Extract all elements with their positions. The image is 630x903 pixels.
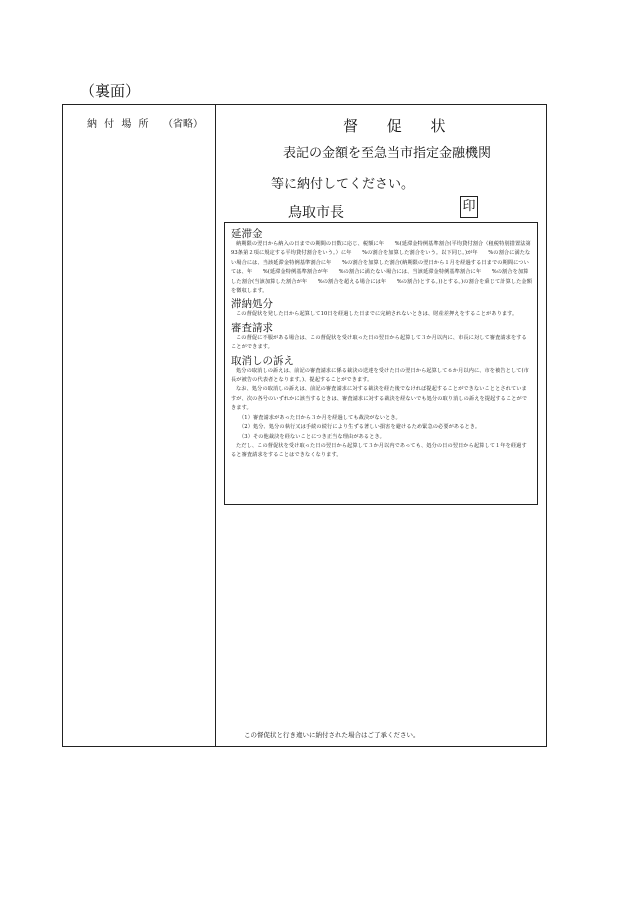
list-item: （1）審査請求があった日から３か月を経過しても裁決がないとき。 — [239, 414, 401, 421]
section-heading-late-fee: 延滞金 — [231, 228, 263, 240]
section-heading-review: 審査請求 — [231, 321, 273, 334]
section-text-revocation-3: ただし、この督促状を受け取った日の翌日から起算して３か月以内であっても、処分の日の翌日から起算して１年を経過すると審査請求をすることはできなくなります。 — [231, 442, 527, 459]
section-text-late-fee: 納期限の翌日から納入の日までの期間の日数に応じ、税額に年 %(延滞金特例基準割合(平均貸付割合（租税特別措置法第93条第２項に規定する平均貸付割合をいう。）に年 %の割合を加算した割合をいう。以下同じ。)が年 %の割合に満たない場合には、当該延滞金特例基準割合に年 %の割合を加算した割合(納期限の翌日から１月を経過する日までの期間については、年 %(延滞金特例基準割合が年 %の割合に満たない場合には、当該延滞金特例基準割合に年 %の割合を加算した割合(当該加算した割合が年 %の割合を超える場合には年 %の割合)とする。))とする。)の割合を乗じて計算した金額を徴収します。 — [231, 241, 533, 295]
footer-note: この督促状と行き違いに納付された場合はご了承ください。 — [244, 731, 420, 739]
instruction-line-1: 表記の金額を至急当市指定金融機関 — [283, 146, 492, 161]
seal-stamp: 印 — [460, 196, 478, 218]
column-divider — [215, 105, 216, 746]
section-text-seizure: この督促状を発した日から起算して10日を経過した日までに完納されないときは、財産差押えをすることがあります。 — [236, 311, 518, 318]
omitted-label: （省略） — [163, 119, 203, 130]
section-text-review: この督促に不服がある場合は、この督促状を受け取った日の翌日から起算して３か月以内に、市長に対して審査請求をすることができます。 — [231, 334, 527, 351]
list-item: （3）その他裁決を経ないことにつき正当な理由があるとき。 — [239, 433, 385, 440]
payment-place-label: 納 付 場 所 — [87, 119, 151, 130]
document-title: 督 促 状 — [343, 117, 458, 135]
list-item: （2）処分、処分の執行又は手続の続行により生ずる著しい損害を避けるため緊急の必要があるとき。 — [239, 424, 481, 431]
instruction-line-2: 等に納付してください。 — [271, 177, 415, 192]
notice-box — [224, 222, 538, 505]
header-label: （裏面） — [80, 82, 141, 100]
section-text-revocation-2: なお、処分の取消しの訴えは、前記の審査請求に対する裁決を経た後でなければ提起することができないこととされていますが、次の各号のいずれかに該当するときは、審査請求に対する裁決を経ないでも処分の取り消しの訴えを提起することができます。 — [231, 386, 528, 412]
section-heading-revocation: 取消しの訴え — [231, 354, 294, 367]
notice-frame — [62, 104, 547, 747]
mayor-name: 鳥取市長 — [288, 205, 344, 221]
section-heading-seizure: 滞納処分 — [231, 298, 273, 311]
section-text-revocation-1: 処分の取消しの訴えは、前記の審査請求に係る裁決の送達を受けた日の翌日から起算して６か月以内に、市を被告として(市長が被告の代表者となります。)、提起することができます。 — [231, 367, 529, 384]
